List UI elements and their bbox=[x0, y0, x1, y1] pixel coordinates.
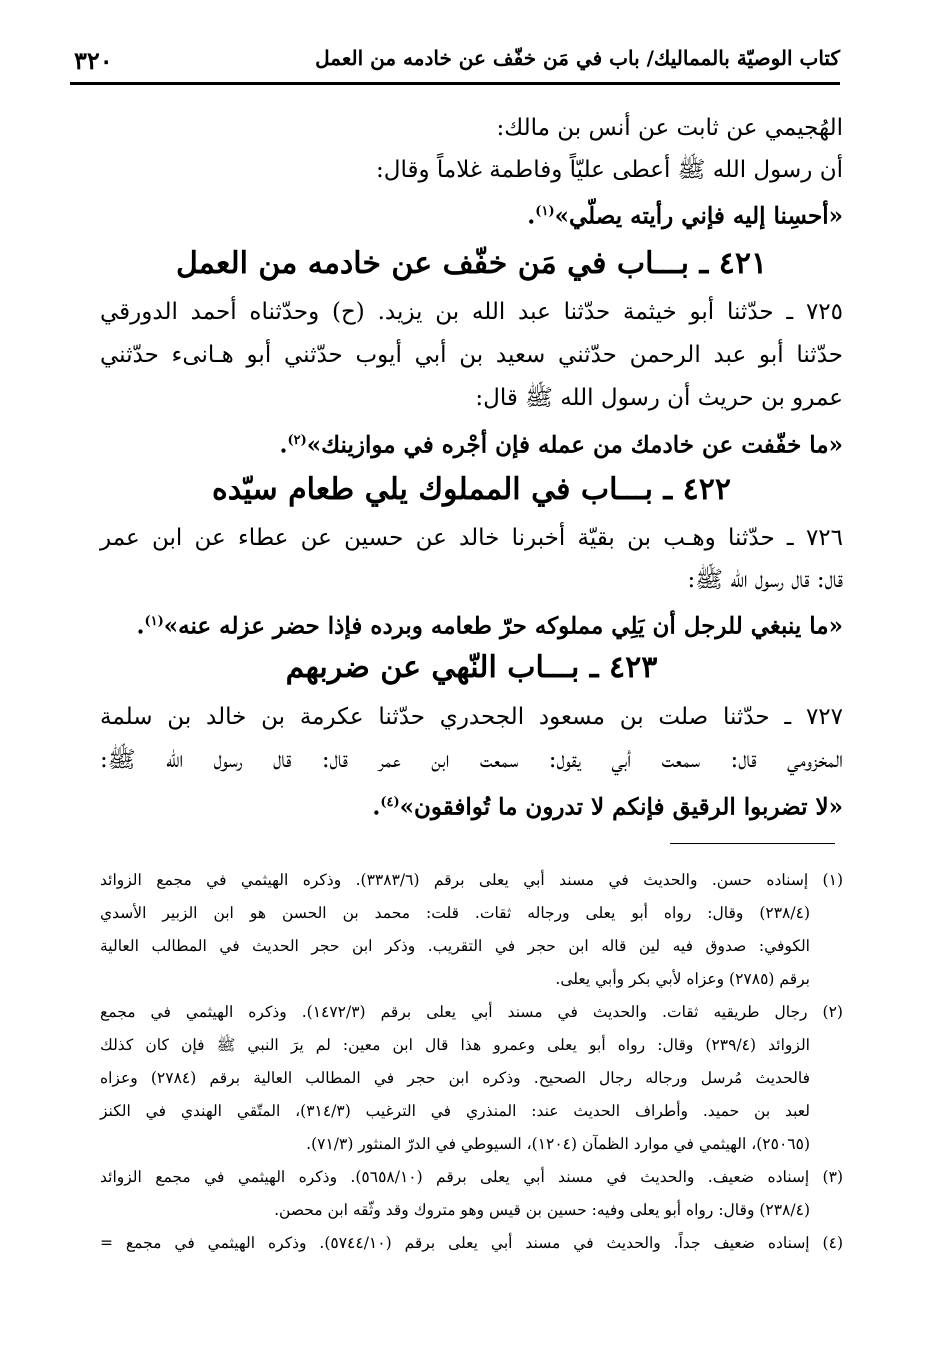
footnote-separator bbox=[670, 843, 835, 844]
footnote-ref: (٤) bbox=[380, 795, 400, 810]
text-line: قال: قال رسول الله ﷺ: bbox=[687, 567, 843, 593]
hadith-quote bbox=[136, 602, 843, 647]
quote-text: «ما خفّفت عن خادمك من عمله فإن أجْره في موازينك» bbox=[306, 431, 843, 459]
hadith-quote bbox=[279, 421, 843, 466]
footnote-1-line: الكوفي: صدوق فيه لين قاله ابن حجر في التقريب. وذكر ابن حجر الحديث في المطالب العالية bbox=[100, 937, 810, 955]
footnote-1-line: (٢٣٨/٤) وقال: رواه أبو يعلى ورجاله ثقات. قلت: محمد بن الحسن هو ابن الزبير الأسدي bbox=[100, 904, 810, 922]
text-line: الهُجيمي عن ثابت عن أنس بن مالك: bbox=[496, 115, 843, 141]
quote-end: . bbox=[136, 612, 145, 640]
footnote-ref: (٢) bbox=[287, 433, 307, 448]
text-line: ٧٢٦ ـ حدّثنا وهـب بن بقيّة أخبرنا خالد عن حسين عن عطاء عن ابن عمر bbox=[100, 525, 843, 551]
quote-text: «أحسِنا إليه فإني رأيته يصلّي» bbox=[554, 202, 843, 230]
quote-end: . bbox=[279, 431, 288, 459]
footnote-2-line: الزوائد (٢٣٩/٤) وقال: رواه أبو يعلى وعمرو هذا قال ابن معين: لم يرَ النبي ﷺ فإن كان كذلك bbox=[100, 1036, 810, 1054]
footnote-2-line: لعبد بن حميد. وأطراف الحديث عند: المنذري في الترغيب (٣١٤/٣)، المتّقي الهندي في الكنز bbox=[100, 1102, 811, 1120]
quote-text: «ما ينبغي للرجل أن يَلِي مملوكه حرّ طعامه وبرده فإذا حضر عزله عنه» bbox=[163, 612, 843, 640]
quote-end: . bbox=[372, 793, 381, 821]
text-line: المخزومي قال: سمعت أبي يقول: سمعت ابن عمر قال: قال رسول الله ﷺ: bbox=[100, 747, 843, 773]
footnote-4: (٤) إسناده ضعيف جداً. والحديث في مسند أبي يعلى برقم (٥٧٤٤/١٠). وذكره الهيثمي في مجمع = bbox=[100, 1234, 843, 1252]
chapter-heading-423: ٤٢٣ ـ بـــاب النّهي عن ضربهم bbox=[285, 650, 658, 685]
text-line: حدّثنا أبو عبد الرحمن حدّثني سعيد بن أبي أيوب حدّثني أبو هـانىء حدّثني bbox=[100, 342, 843, 368]
text-line: عمرو بن حريث أن رسول الله ﷺ قال: bbox=[475, 385, 843, 411]
footnote-3-line: (٢٣٨/٤) وقال: رواه أبو يعلى وفيه: حسين بن قيس وهو متروك وقد وثّقه ابن محصن. bbox=[274, 1201, 810, 1219]
header-rule bbox=[70, 82, 840, 85]
quote-text: «لا تضربوا الرقيق فإنكم لا تدرون ما تُوافقون» bbox=[399, 793, 843, 821]
running-title: كتاب الوصيّة بالمماليك/ باب في مَن خفّف عن خادمه من العمل bbox=[315, 46, 840, 70]
footnote-1-line: برقم (٢٧٨٥) وعزاه لأبي بكر وأبي يعلى. bbox=[555, 970, 810, 988]
page-number: ٣٢٠ bbox=[74, 46, 113, 75]
text-line: ٧٢٥ ـ حدّثنا أبو خيثمة حدّثنا عبد الله بن يزيد. (ح) وحدّثناه أحمد الدورقي bbox=[100, 299, 843, 325]
hadith-quote bbox=[372, 783, 843, 828]
text-line: أن رسول الله ﷺ أعطى عليّاً وفاطمة غلاماً وقال: bbox=[376, 157, 843, 183]
footnote-2-line: (٢٥٠٦٥)، الهيثمي في موارد الظمآن (١٢٠٤)، السيوطي في الدرّ المنثور (٧١/٣). bbox=[306, 1135, 810, 1153]
text-line: ٧٢٧ ـ حدّثنا صلت بن مسعود الجحدري حدّثنا عكرمة بن خالد بن سلمة bbox=[100, 704, 843, 730]
footnote-2-line: فالحديث مُرسل ورجاله رجال الصحيح. وذكره ابن حجر في المطالب العالية برقم (٢٧٨٤) وعزاه bbox=[100, 1069, 810, 1087]
footnote-ref: (١) bbox=[535, 204, 555, 219]
chapter-heading-421: ٤٢١ ـ بـــاب في مَن خفّف عن خادمه من العمل bbox=[175, 246, 768, 281]
quote-end: . bbox=[527, 202, 536, 230]
footnote-1: (١) إسناده حسن. والحديث في مسند أبي يعلى برقم (٣٣٨٣/٦). وذكره الهيثمي في مجمع الزوائد bbox=[100, 871, 843, 889]
footnote-ref: (١) bbox=[144, 614, 164, 629]
footnote-3: (٣) إسناده ضعيف. والحديث في مسند أبي يعلى برقم (٥٦٥٨/١٠). وذكره الهيثمي في مجمع الزوائد bbox=[100, 1168, 843, 1186]
hadith-quote bbox=[527, 192, 843, 237]
chapter-heading-422: ٤٢٢ ـ بـــاب في المملوك يلي طعام سيّده bbox=[211, 472, 731, 507]
page-header bbox=[70, 44, 840, 84]
footnote-2: (٢) رجال طريقيه ثقات. والحديث في مسند أبي يعلى برقم (١٤٧٢/٣). وذكره الهيثمي في مجمع bbox=[100, 1003, 843, 1021]
